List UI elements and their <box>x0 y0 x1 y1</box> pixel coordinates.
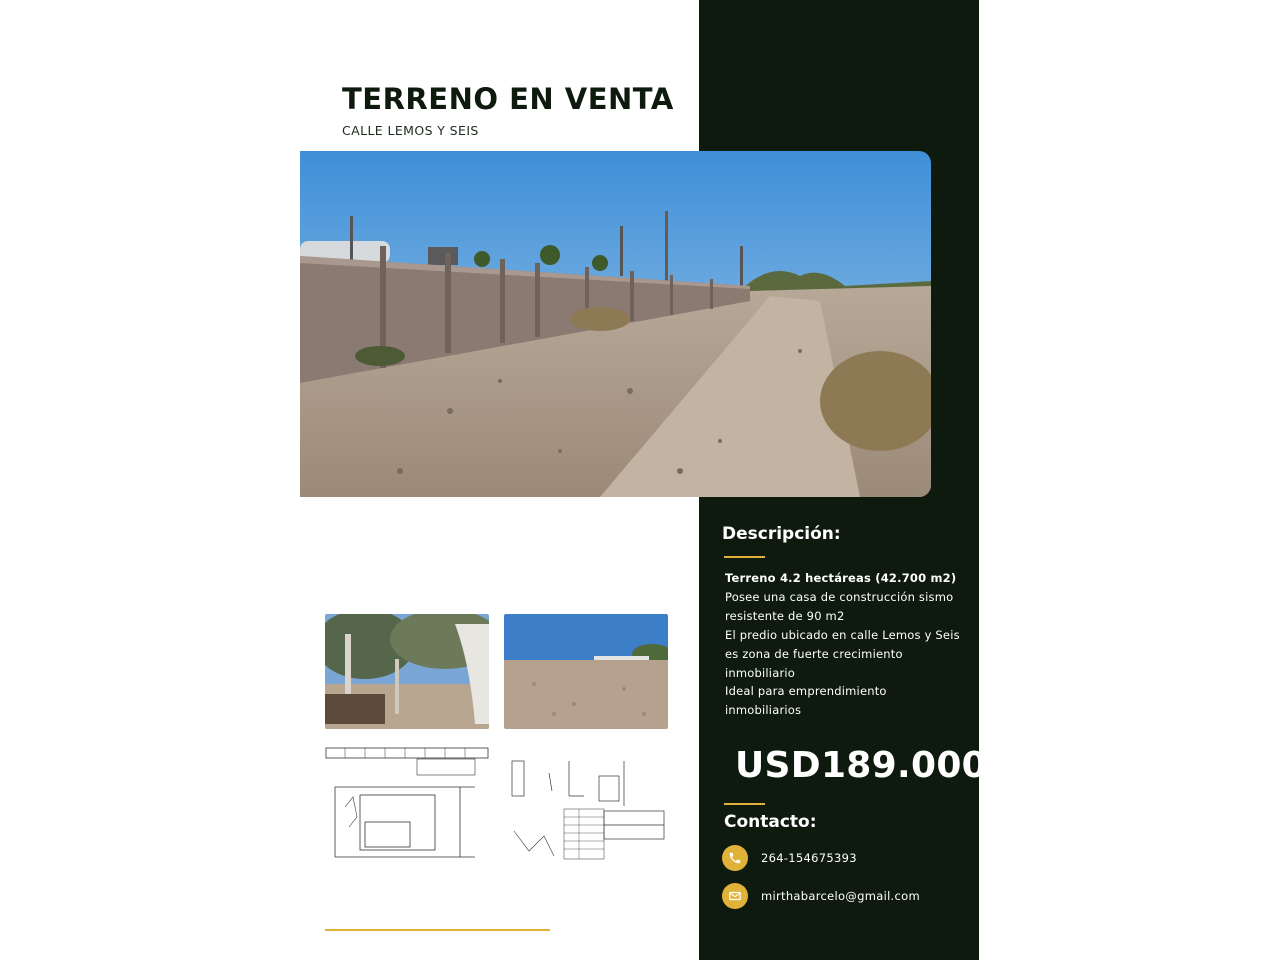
contact-phone[interactable]: 264-154675393 <box>761 851 857 865</box>
description-paragraph: Posee una casa de construcción sismo resistente de 90 m2 <box>725 589 954 623</box>
site-plan-1 <box>325 747 489 865</box>
decorative-rule <box>325 929 550 931</box>
price: USD189.000 <box>735 745 988 786</box>
description-paragraph: Ideal para emprendimiento inmobiliarios <box>725 684 887 718</box>
flyer-title: TERRENO EN VENTA <box>342 82 674 116</box>
description-body <box>725 569 961 720</box>
description-heading: Descripción: <box>722 524 841 544</box>
contact-phone-row <box>722 845 857 871</box>
contact-email-row <box>722 883 920 909</box>
phone-icon <box>722 845 748 871</box>
contact-email[interactable]: mirthabarcelo@gmail.com <box>761 889 920 903</box>
contact-heading: Contacto: <box>724 812 817 832</box>
description-paragraph: El predio ubicado en calle Lemos y Seis es zona de fuerte crecimiento inmobiliario <box>725 627 960 680</box>
contact-rule <box>724 803 765 805</box>
open-land-photo <box>504 614 668 729</box>
mail-icon <box>722 883 748 909</box>
hero-photo <box>300 151 931 497</box>
description-highlight: Terreno 4.2 hectáreas (42.700 m2) <box>725 571 957 585</box>
description-rule <box>724 556 765 558</box>
flyer-subtitle: CALLE LEMOS Y SEIS <box>342 123 479 138</box>
trees-photo <box>325 614 489 729</box>
site-plan-2 <box>504 751 668 869</box>
